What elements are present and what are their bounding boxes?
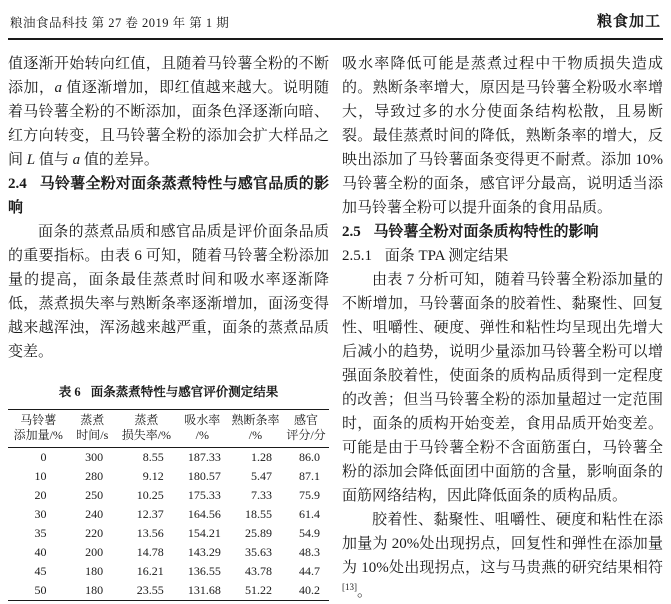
running-head xyxy=(8,0,663,40)
text-segment: a xyxy=(54,80,62,96)
table-cell: 180.57 xyxy=(187,469,221,483)
journal-info: 粮油食品科技 第 27 卷 2019 年 第 1 期 xyxy=(10,16,230,30)
table-cell: 164.56 xyxy=(187,507,221,521)
table6-body xyxy=(8,448,329,601)
table-row xyxy=(8,486,329,505)
table-cell: 48.3 xyxy=(299,545,320,559)
heading-number: 2.5 xyxy=(342,224,361,240)
table-cell: 175.33 xyxy=(187,488,221,502)
table-cell: 61.4 xyxy=(299,507,320,521)
text-segment: 值逐渐开始转向红值，且随着马铃薯全粉的不断添加， xyxy=(8,56,329,96)
table-cell: 131.68 xyxy=(187,583,221,597)
table-col-header: 马铃薯 添加量/% xyxy=(13,413,63,442)
heading-2-5-1 xyxy=(342,244,663,268)
table-cell: 16.21 xyxy=(136,564,164,578)
paragraph-cooking-quality: 面条的蒸煮品质和感官品质是评价面条品质的重要指标。由表 6 可知，随着马铃薯全粉添加量的提高，面条最佳蒸煮时间和吸水率逐渐降低，蒸煮损失率与熟断条率逐渐增加，面汤变得越来越浑浊，浑汤越来越严重，面条的蒸煮品质变差。 xyxy=(8,224,329,360)
table-cell: 51.22 xyxy=(245,583,273,597)
table-cell: 14.78 xyxy=(136,545,164,559)
table-cell: 0 xyxy=(40,450,47,464)
table-cell: 280 xyxy=(85,469,104,483)
table-cell: 86.0 xyxy=(299,450,320,464)
table-row xyxy=(8,524,329,543)
heading-title: 马铃薯全粉对面条质构特性的影响 xyxy=(373,224,599,240)
heading-2-4 xyxy=(8,172,329,220)
table-cell: 143.29 xyxy=(187,545,221,559)
table-cell: 35.63 xyxy=(245,545,273,559)
paragraph-inflection-points xyxy=(342,508,663,604)
table-cell: 200 xyxy=(85,545,104,559)
table-cell: 12.37 xyxy=(136,507,164,521)
left-column xyxy=(8,52,329,604)
table-cell: 25.89 xyxy=(245,526,273,540)
table-cell: 220 xyxy=(85,526,104,540)
table-col-header: 蒸煮 时间/s xyxy=(76,413,109,442)
two-column-layout xyxy=(8,52,663,604)
table-cell: 40.2 xyxy=(299,583,320,597)
heading-number: 2.5.1 xyxy=(342,248,372,264)
table-cell: 44.7 xyxy=(299,564,320,578)
table6-title: 面条蒸煮特性与感官评价测定结果 xyxy=(90,385,279,399)
table-cell: 240 xyxy=(85,507,104,521)
table6-block xyxy=(8,384,329,601)
table6-header-row xyxy=(8,410,329,448)
table-cell: 35 xyxy=(34,526,47,540)
section-label: 粮食加工 xyxy=(596,14,661,30)
table-cell: 7.33 xyxy=(251,488,273,502)
table-cell: 1.28 xyxy=(251,450,273,464)
table-cell: 54.9 xyxy=(299,526,320,540)
text-segment: 值的差异。 xyxy=(80,152,159,168)
table-col-header: 感官 评分/分 xyxy=(286,413,326,442)
table-cell: 13.56 xyxy=(136,526,164,540)
table-cell: 87.1 xyxy=(299,469,320,483)
table-row xyxy=(8,562,329,581)
paragraph-color-values xyxy=(8,52,329,172)
table-cell: 180 xyxy=(85,583,104,597)
table-cell: 10 xyxy=(34,469,47,483)
table-row xyxy=(8,581,329,601)
table-cell: 154.21 xyxy=(187,526,221,540)
table-col-header: 吸水率 /% xyxy=(184,413,221,442)
table-row xyxy=(8,505,329,524)
heading-title: 面条 TPA 测定结果 xyxy=(384,248,509,264)
table-cell: 300 xyxy=(85,450,104,464)
text-segment: 胶着性、黏聚性、咀嚼性、硬度和粘性在添加量为 20%处出现拐点，回复性和弹性在添加量为 10%处出现拐点，这与马贵燕的研究结果相符 xyxy=(342,512,663,576)
table-cell: 45 xyxy=(34,564,47,578)
paragraph-water-absorption: 吸水率降低可能是蒸煮过程中干物质损失造成的。熟断条率增大，原因是马铃薯全粉吸水率增大，导致过多的水分使面条结构松散，且易断裂。最佳蒸煮时间的降低，熟断条率的增大，反映出添加了马铃薯面条变得更不耐煮。添加 10%马铃薯全粉的面条，感官评分最高，说明适当添加马铃薯全粉可以提升面条的食用品质。 xyxy=(342,56,663,216)
table-cell: 136.55 xyxy=(187,564,221,578)
text-segment: 。 xyxy=(357,584,373,600)
table-cell: 18.55 xyxy=(245,507,273,521)
table-cell: 8.55 xyxy=(142,450,164,464)
table-cell: 30 xyxy=(34,507,47,521)
text-segment: 值逐渐增加，即红值越来越大。说明随着马铃薯全粉的不断添加，面条色泽逐渐向暗、红方向转变，且马铃薯全粉的添加会扩大样品之间 xyxy=(8,80,329,168)
heading-2-5 xyxy=(342,220,663,244)
heading-number: 2.4 xyxy=(8,176,27,192)
heading-title: 马铃薯全粉对面条蒸煮特性与感官品质的影响 xyxy=(8,176,329,216)
table-cell: 10.25 xyxy=(136,488,164,502)
table-cell: 23.55 xyxy=(136,583,164,597)
text-segment: a xyxy=(72,152,81,168)
table-cell: 40 xyxy=(34,545,47,559)
table-col-header: 熟断条率 /% xyxy=(231,413,280,442)
table-row xyxy=(8,467,329,486)
text-segment: 值与 xyxy=(35,152,73,168)
citation-ref: [13] xyxy=(342,582,357,592)
text-segment: L xyxy=(26,152,36,168)
table6-caption xyxy=(8,384,329,401)
table-cell: 50 xyxy=(34,583,47,597)
table-cell: 20 xyxy=(34,488,47,502)
right-column xyxy=(342,52,663,604)
paragraph-tpa-results: 由表 7 分析可知，随着马铃薯全粉添加量的不断增加，马铃薯面条的胶着性、黏聚性、回复性、咀嚼性、硬度、弹性和粘性均呈现出先增大后减小的趋势，说明少量添加马铃薯全粉可以增强面条胶着性，使面条的质构品质得到一定程度的改善；但当马铃薯全粉的添加量超过一定范围时，面条的质构开始变差，食用品质开始变差。可能是由于马铃薯全粉不含面筋蛋白，马铃薯全粉的添加会降低面团中面筋的含量，影响面条的面筋网络结构，因此降低面条的质构品质。 xyxy=(342,272,663,504)
table-cell: 9.12 xyxy=(142,469,164,483)
table6-header xyxy=(8,410,329,448)
table-col-header: 蒸煮 损失率/% xyxy=(121,413,172,442)
table-cell: 75.9 xyxy=(299,488,320,502)
table-cell: 187.33 xyxy=(187,450,221,464)
table-cell: 5.47 xyxy=(251,469,273,483)
table-row xyxy=(8,543,329,562)
table6 xyxy=(8,409,329,601)
table6-label: 表 6 xyxy=(58,385,81,399)
table-cell: 43.78 xyxy=(245,564,273,578)
table-cell: 250 xyxy=(85,488,104,502)
table-row xyxy=(8,448,329,468)
table-cell: 180 xyxy=(85,564,104,578)
